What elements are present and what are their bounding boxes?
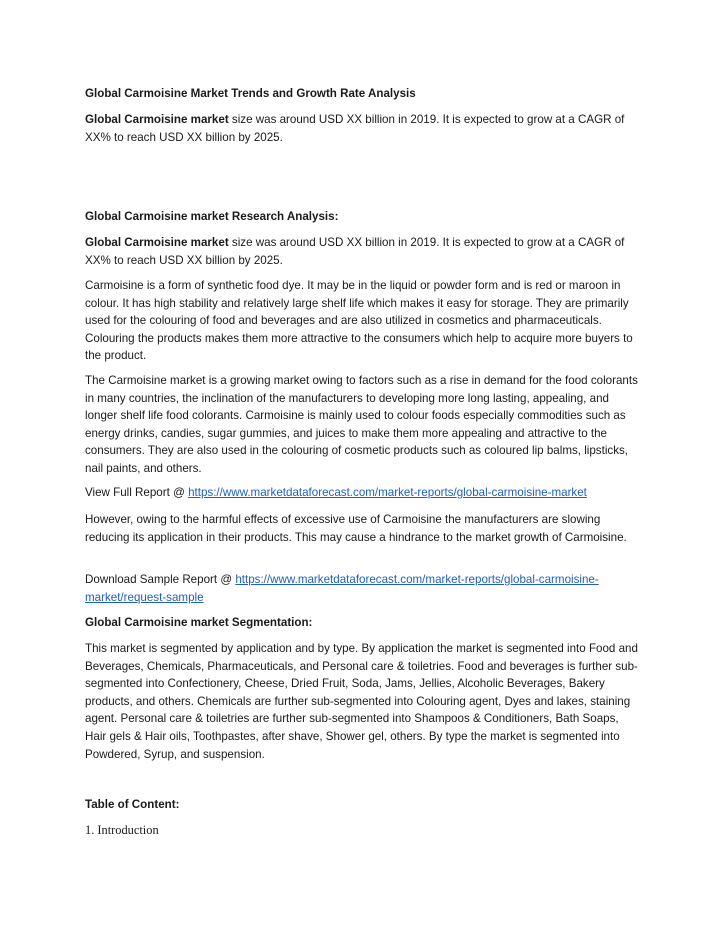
page-title: Global Carmoisine Market Trends and Growth Rate Analysis: [85, 87, 416, 100]
research-heading: Global Carmoisine market Research Analysis:: [85, 210, 339, 223]
sample-report-line: [85, 571, 641, 606]
full-report-link[interactable]: https://www.marketdataforecast.com/market-reports/global-carmoisine-market: [188, 486, 587, 499]
intro-bold: Global Carmoisine market: [85, 113, 229, 126]
intro-paragraph: [85, 111, 641, 146]
intro-text: size was around USD XX billion in 2019. It is expected to grow at a CAGR of XX% to reach USD XX billion by 2025.: [85, 113, 625, 144]
full-report-label: View Full Report @: [85, 486, 189, 499]
sample-report-label: Download Sample Report @: [85, 573, 236, 586]
segmentation-heading: Global Carmoisine market Segmentation:: [85, 616, 313, 629]
research-intro-paragraph: [85, 234, 641, 269]
sample-report-link[interactable]: https://www.marketdataforecast.com/market-reports/global-carmoisine-market/request-sample: [85, 573, 599, 604]
definition-paragraph: Carmoisine is a form of synthetic food dye. It may be in the liquid or powder form and is red or maroon in colour. It has high stability and relatively large shelf life which makes it easy for storage. They are primarily used for the colouring of food and beverages and are also utilized in cosmetics and pharmaceuticals. Colouring the products makes them more attractive to the consumers which help to acquire more buyers to the product.: [85, 279, 633, 363]
segmentation-paragraph: This market is segmented by application and by type. By application the market is segmented into Food and Beverages, Chemicals, Pharmaceuticals, and Personal care & toiletries. Food and beverages is further sub-segmented into Confectionery, Cheese, Dried Fruit, Soda, Jams, Jellies, Alcoholic Beverages, Bakery products, and others. Chemicals are further sub-segmented into Colouring agent, Dyes and lakes, staining agent. Personal care & toiletries are further sub-segmented into Shampoos & Conditioners, Bath Soaps, Hair gels & Hair oils, Toothpastes, after shave, Shower gel, others. By type the market is segmented into Powdered, Syrup, and suspension.: [85, 642, 638, 761]
restraint-paragraph: However, owing to the harmful effects of excessive use of Carmoisine the manufacturers are slowing reducing its application in their products. This may cause a hindrance to the market growth of Carmoisine.: [85, 513, 627, 544]
toc-item: 1. Introduction: [85, 823, 159, 837]
research-intro-bold: Global Carmoisine market: [85, 236, 229, 249]
growth-paragraph: The Carmoisine market is a growing market owing to factors such as a rise in demand for the food colorants in many countries, the inclination of the manufacturers to developing more long lasting, appealing, and longer shelf life food colorants. Carmoisine is mainly used to colour foods especially commodities such as energy drinks, candies, sugar gummies, and juices to make them more appealing and attractive to the consumers. They are also used in the colouring of cosmetic products such as coloured lip balms, lipsticks, nail paints, and others.: [85, 374, 638, 475]
full-report-line: [85, 484, 641, 502]
research-intro-text: size was around USD XX billion in 2019. It is expected to grow at a CAGR of XX% to reach USD XX billion by 2025.: [85, 236, 625, 267]
toc-heading: Table of Content:: [85, 798, 180, 811]
